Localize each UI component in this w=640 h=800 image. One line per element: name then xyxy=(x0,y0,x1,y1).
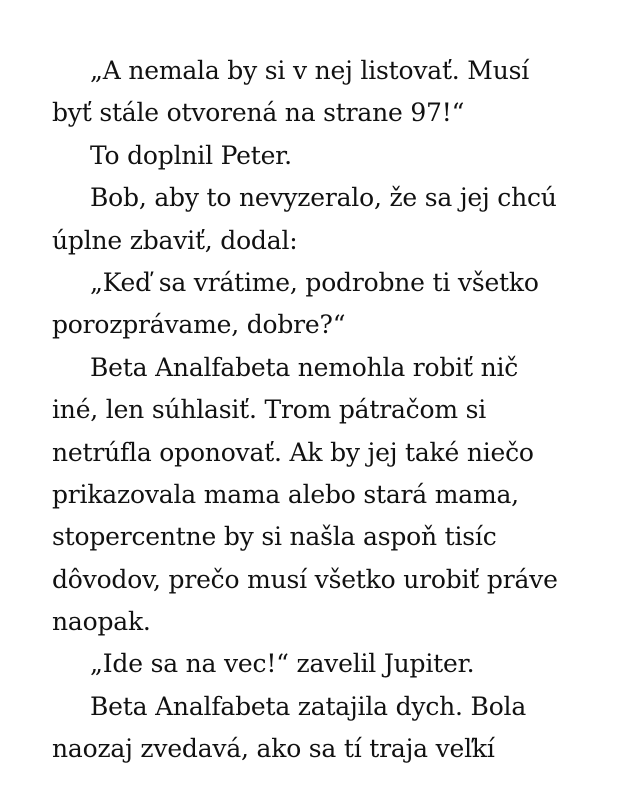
text-line: „Ide sa na vec!“ zavelil Jupiter. xyxy=(90,649,475,679)
text-line: iné, len súhlasiť. Trom pátračom si xyxy=(52,395,486,425)
text-line: porozprávame, dobre?“ xyxy=(52,310,346,340)
text-line: netrúfla oponovať. Ak by jej také niečo xyxy=(52,437,534,467)
text-line: „A nemala by si v nej listovať. Musí xyxy=(90,56,530,85)
text-line: Bob, aby to nevyzeralo, že sa jej chcú xyxy=(90,183,557,213)
text-line: stopercentne by si našla aspoň tisíc xyxy=(52,522,497,552)
text-line: naopak. xyxy=(52,607,151,637)
text-line: byť stále otvorená na strane 97!“ xyxy=(52,98,465,128)
text-line: úplne zbaviť, dodal: xyxy=(52,225,298,255)
text-line: Beta Analfabeta zatajila dych. Bola xyxy=(90,691,527,721)
page-text xyxy=(52,50,610,771)
text-line: „Keď sa vrátime, podrobne ti všetko xyxy=(90,267,539,297)
text-line: naozaj zvedavá, ako sa tí traja veľkí xyxy=(52,734,495,764)
text-line: Beta Analfabeta nemohla robiť nič xyxy=(90,352,519,382)
text-line: dôvodov, prečo musí všetko urobiť práve xyxy=(52,564,558,594)
text-line: To doplnil Peter. xyxy=(90,140,292,170)
text-line: prikazovala mama alebo stará mama, xyxy=(52,479,519,509)
